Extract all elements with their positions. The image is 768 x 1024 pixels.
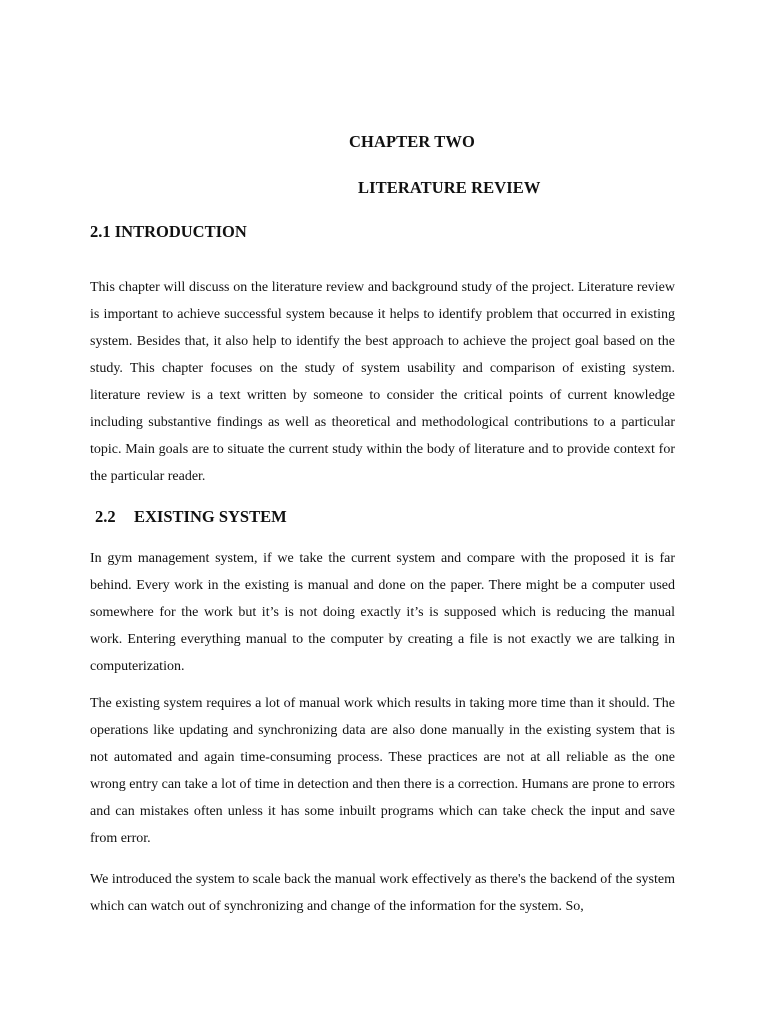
section-heading-existing-system xyxy=(95,507,287,527)
section-number: 2.2 xyxy=(95,507,116,526)
existing-system-paragraph-1: In gym management system, if we take the current system and compare with the proposed it is far behind. Every work in the existing is manual and done on the paper. There might be a computer used somewhere for the work but it’s is not doing exactly it’s is supposed which is reducing the manual work. Entering everything manual to the computer by creating a file is not exactly we are talking in computerization. xyxy=(90,551,675,674)
chapter-title: CHAPTER TWO xyxy=(349,132,475,151)
existing-system-paragraph-2: The existing system requires a lot of manual work which results in taking more time than it should. The operations like updating and synchronizing data are also done manually in the existing system that is not automated and again time-consuming process. These practices are not at all reliable as the one wrong entry can take a lot of time in detection and then there is a correction. Humans are prone to errors and can mistakes often unless it has some inbuilt programs which can take check the input and save from error. xyxy=(90,696,675,846)
introduction-paragraph: This chapter will discuss on the literature review and background study of the project. Literature review is important to achieve successful system because it helps to identify problem that occurred in existing system. Besides that, it also help to identify the best approach to achieve the project goal based on the study. This chapter focuses on the study of system usability and comparison of existing system. literature review is a text written by someone to consider the critical points of current knowledge including substantive findings as well as theoretical and methodological contributions to a particular topic. Main goals are to situate the current study within the body of literature and to provide context for the particular reader. xyxy=(90,280,675,484)
section-heading-introduction: 2.1 INTRODUCTION xyxy=(90,222,247,241)
existing-system-paragraph-3: We introduced the system to scale back the manual work effectively as there's the backend of the system which can watch out of synchronizing and change of the information for the system. So, xyxy=(90,872,675,914)
section-title: EXISTING SYSTEM xyxy=(134,507,287,526)
chapter-subtitle: LITERATURE REVIEW xyxy=(358,178,541,197)
